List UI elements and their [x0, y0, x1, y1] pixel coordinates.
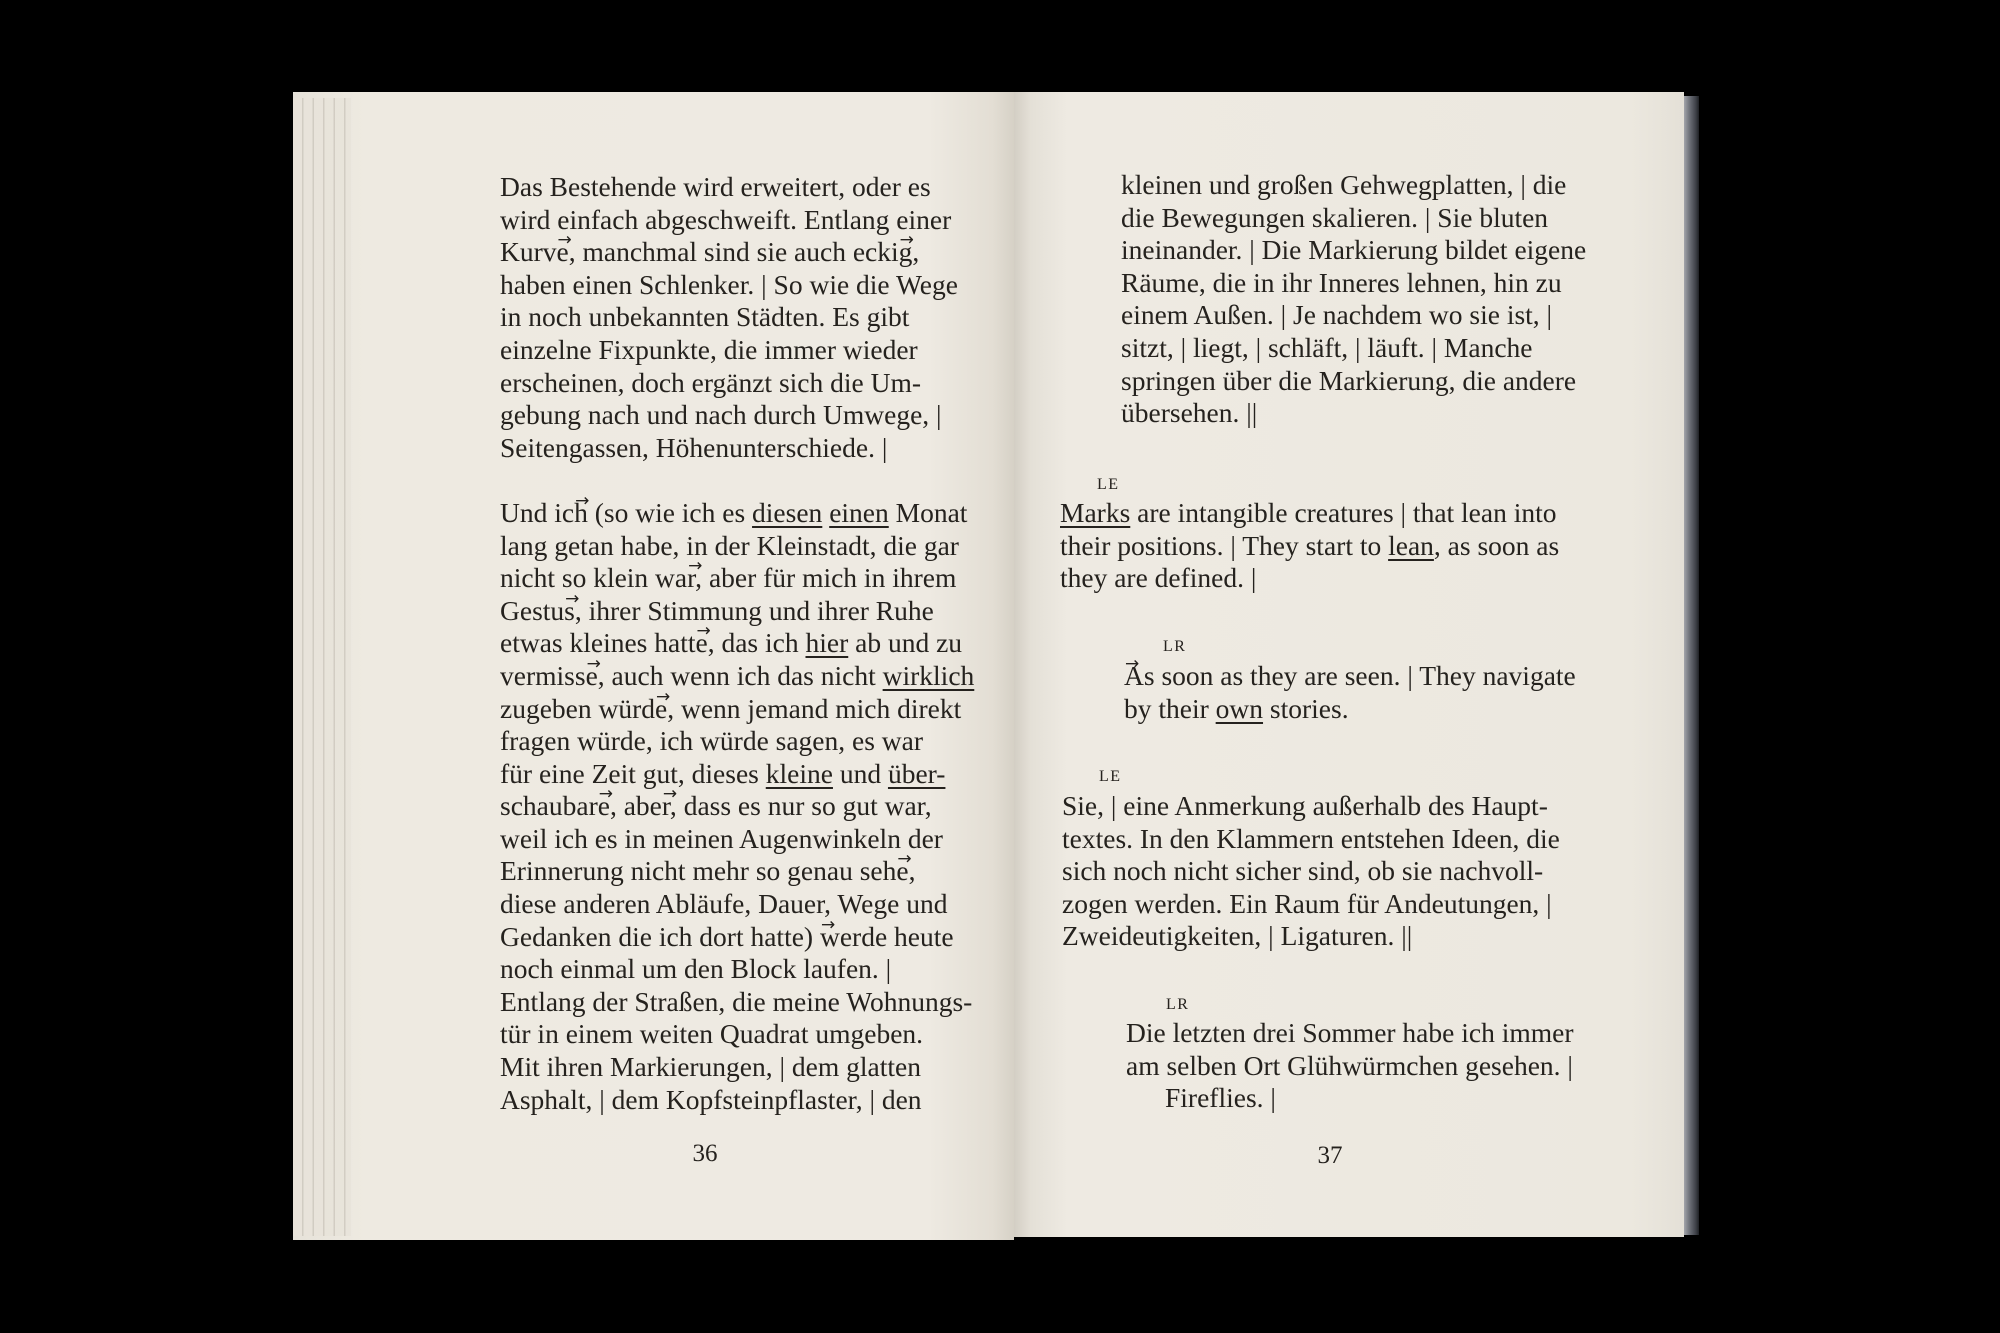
paragraph — [500, 171, 974, 464]
arrow-mark: r, → — [662, 790, 677, 821]
text-line: haben einen Schlenker. | So wie die Wege — [500, 268, 958, 300]
paragraph — [1124, 660, 1576, 725]
text-line — [1124, 693, 1576, 726]
text-run: their positions. | They start to — [1060, 529, 1389, 561]
text-run: stories. — [1263, 692, 1349, 724]
text-line: Asphalt, | dem Kopfsteinpflaster, | den — [500, 1083, 922, 1115]
text-line: sitzt, | liegt, | schläft, | läuft. | Manche — [1121, 331, 1533, 363]
underlined-word: own — [1215, 692, 1264, 724]
text-run: aber für mich in ihrem — [702, 562, 957, 594]
arrow-mark: w → — [820, 921, 840, 952]
text-run: ab und zu — [848, 627, 963, 659]
arrow-mark: e, → — [896, 855, 915, 886]
text-line — [500, 660, 974, 693]
text-line — [1060, 530, 1559, 563]
text-line: textes. In den Klammern entstehen Ideen, die — [1062, 822, 1560, 854]
text-run: are intangible creatures | that lean into — [1130, 497, 1557, 528]
text-run: Gestu — [500, 594, 565, 626]
text-run: Monat — [888, 496, 968, 528]
arrow-mark: e, → — [598, 790, 617, 821]
text-run: Gedanken die ich dort hatte) — [500, 920, 820, 952]
text-line — [500, 236, 974, 269]
text-run: das ich — [714, 627, 806, 659]
left-page-stack-edges — [293, 98, 351, 1236]
text-line — [500, 855, 974, 888]
text-run: (so wie ich es — [587, 496, 753, 528]
main-text-continued — [1121, 169, 1586, 430]
text-line: they are defined. | — [1060, 562, 1257, 594]
text-line: übersehen. || — [1121, 397, 1258, 429]
text-line: diese anderen Abläufe, Dauer, Wege und — [500, 888, 948, 920]
text-line: Das Bestehende wird erweitert, oder es — [500, 171, 931, 202]
text-run: für eine Zeit gut, dieses — [500, 757, 766, 789]
paragraph — [1060, 497, 1559, 595]
arrow-mark: r, → — [687, 562, 702, 593]
text-line: am selben Ort Glühwürmchen gesehen. | — [1126, 1049, 1573, 1081]
text-line: die Bewegungen skalieren. | Sie bluten — [1121, 201, 1549, 233]
text-line: Mit ihren Markierungen, | dem glatten — [500, 1051, 921, 1083]
text-line — [500, 497, 974, 530]
text-line: Entlang der Straßen, die meine Wohnungs- — [500, 985, 973, 1017]
text-line: erscheinen, doch ergänzt sich die Um- — [500, 366, 921, 398]
text-line: lang getan habe, in der Kleinstadt, die gar — [500, 529, 959, 561]
note-le — [1062, 790, 1560, 953]
text-line: sich noch nicht sicher sind, ob sie nachvoll- — [1062, 855, 1544, 887]
text-run: dass es nur so gut war, — [676, 790, 932, 822]
text-run: s soon as they are seen. | They navigate — [1143, 660, 1576, 691]
text-line — [500, 627, 974, 660]
right-page-stack-edges — [1684, 96, 1699, 1235]
arrow-mark: h → — [574, 497, 588, 528]
text-run: schaubar — [500, 790, 598, 822]
left-page — [293, 92, 1014, 1240]
text-run: etwas kleines hatt — [500, 627, 696, 659]
arrow-mark: A → — [1124, 660, 1144, 691]
text-line — [1060, 497, 1559, 530]
text-run: Kurv — [500, 236, 557, 268]
underlined-word: einen — [829, 496, 889, 528]
text-run: by their — [1124, 692, 1216, 724]
text-line — [500, 595, 974, 628]
text-line: Seitengassen, Höhenunterschiede. | — [500, 431, 888, 463]
page-number-left: 36 — [692, 1140, 718, 1167]
text-run: erde heute — [839, 920, 954, 952]
underlined-word: lean — [1388, 529, 1434, 561]
underlined-word: wirklich — [882, 659, 975, 691]
main-text — [500, 171, 974, 1116]
note-le — [1060, 497, 1559, 595]
underlined-word: über- — [887, 757, 946, 789]
note-label-le: LE — [1097, 476, 1120, 493]
text-run: auch wenn ich das nicht — [604, 659, 883, 691]
text-line: Sie, | eine Anmerkung außerhalb des Haupt- — [1062, 790, 1548, 821]
text-line — [500, 790, 974, 823]
text-line: zogen werden. Ein Raum für Andeutungen, | — [1062, 887, 1552, 919]
text-run: manchmal sind sie auch ecki — [575, 236, 899, 268]
text-line: kleinen und großen Gehwegplatten, | die — [1121, 169, 1567, 200]
text-line: Zweideutigkeiten, | Ligaturen. || — [1062, 920, 1413, 952]
text-line: einzelne Fixpunkte, die immer wieder — [500, 333, 918, 365]
note-label-lr: LR — [1163, 638, 1187, 655]
arrow-mark: e, → — [557, 236, 576, 267]
text-run: Erinnerung nicht mehr so genau seh — [500, 855, 897, 887]
text-line: wird einfach abgeschweift. Entlang einer — [500, 203, 952, 235]
text-line: ineinander. | Die Markierung bildet eigene — [1121, 234, 1587, 266]
text-run: nicht so klein wa — [500, 562, 688, 594]
text-line: noch einmal um den Block laufen. | — [500, 953, 892, 985]
text-line: fragen würde, ich würde sagen, es war — [500, 725, 924, 757]
text-line — [500, 921, 974, 954]
arrow-mark: g, → — [899, 236, 920, 267]
underlined-word: Marks — [1060, 497, 1131, 528]
text-run: vermiss — [500, 659, 586, 691]
text-line: Fireflies. | — [1165, 1082, 1276, 1114]
text-line: gebung nach und nach durch Umwege, | — [500, 399, 942, 431]
underlined-word: diesen — [752, 496, 823, 528]
paragraph — [1126, 1017, 1573, 1082]
arrow-mark: e, → — [586, 660, 605, 691]
paragraph — [1121, 169, 1586, 430]
paragraph — [1062, 790, 1560, 953]
text-line: tür in einem weiten Quadrat umgeben. — [500, 1018, 924, 1050]
paragraph — [1126, 1082, 1573, 1115]
text-line — [1124, 660, 1576, 693]
text-line: weil ich es in meinen Augenwinkeln der — [500, 822, 943, 854]
note-lr — [1124, 660, 1576, 725]
underlined-word: kleine — [765, 757, 833, 789]
text-run: ihrer Stimmung und ihrer Ruhe — [581, 594, 934, 626]
note-lr — [1126, 1017, 1573, 1115]
page-number-right: 37 — [1317, 1142, 1343, 1169]
note-label-lr: LR — [1166, 996, 1190, 1013]
text-line — [500, 693, 974, 726]
text-line — [500, 758, 974, 791]
note-label-le: LE — [1099, 768, 1122, 785]
text-line: einem Außen. | Je nachdem wo sie ist, | — [1121, 299, 1553, 331]
underlined-word: hier — [805, 627, 849, 659]
text-line: Die letzten drei Sommer habe ich immer — [1126, 1017, 1574, 1048]
text-run: zugeben würd — [500, 692, 656, 724]
text-line: springen über die Markierung, die andere — [1121, 364, 1577, 396]
text-run: wenn jemand mich direkt — [674, 692, 962, 724]
arrow-mark: e, → — [696, 627, 715, 658]
text-line: Räume, die in ihr Inneres lehnen, hin zu — [1121, 266, 1562, 298]
text-line: in noch unbekannten Städten. Es gibt — [500, 301, 910, 333]
text-run: abe — [616, 790, 662, 822]
paragraph — [500, 497, 974, 1116]
text-run: und — [832, 757, 888, 789]
arrow-mark: e, → — [655, 693, 674, 724]
right-page — [1014, 92, 1684, 1237]
text-run: , as soon as — [1433, 529, 1560, 561]
text-run: Und ic — [500, 496, 575, 528]
arrow-mark: s, → — [564, 595, 582, 626]
